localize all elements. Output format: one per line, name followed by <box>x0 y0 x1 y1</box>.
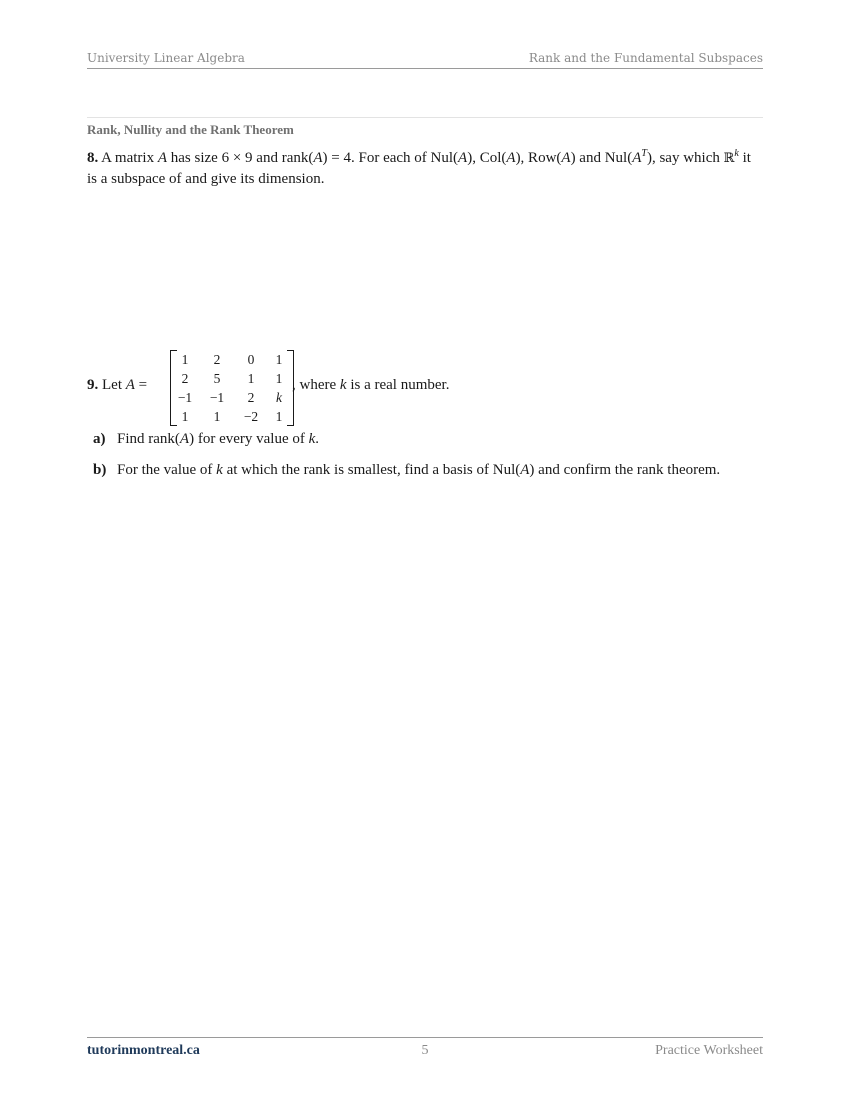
matrix-cell: 2 <box>213 352 221 367</box>
header-course-title: University Linear Algebra <box>87 51 245 65</box>
matrix-cell: 1 <box>275 352 283 367</box>
problem-9-part-b: b) For the value of k at which the rank is smallest, find a basis of Nul(A) and confirm the rank theorem. <box>93 462 721 478</box>
matrix-cell: 1 <box>181 352 189 367</box>
section-title: Rank, Nullity and the Rank Theorem <box>87 122 294 137</box>
matrix-cell: −1 <box>209 390 225 405</box>
matrix-cell: −2 <box>243 409 259 424</box>
footer-site-link[interactable]: tutorinmontreal.ca <box>87 1043 200 1058</box>
matrix-cell: 1 <box>275 371 283 386</box>
section-divider <box>87 117 763 118</box>
page-number: 5 <box>421 1043 429 1058</box>
matrix-cell: k <box>276 390 282 405</box>
problem-number: 8. <box>87 150 99 166</box>
matrix-cell: 1 <box>213 409 221 424</box>
header-chapter-title: Rank and the Fundamental Subspaces <box>528 51 763 65</box>
part-label: b) <box>93 462 107 478</box>
matrix-cell: 2 <box>247 390 255 405</box>
matrix-cell: 1 <box>247 371 255 386</box>
matrix-cell: 1 <box>275 409 283 424</box>
worksheet-page: University Linear Algebra Rank and the Fundamental Subspaces Rank, Nullity and the Rank Theorem 8. A matrix A has size 6 × 9 and rank(A) = 4. For each of Nul(A), Col(A), Row(A) and $Nul(A^T)$, say which ℝ$^k$ it is a subspace of and give its dimension. 9. Let A = 1 2 0 1 2 5 1 1 −1 −1 2 k 1 1 −2 1 , where k is a real number. a) Find rank(A) for every value of k. b) For the value of k at which the rank is smallest, find a basis of Nul(A) and confirm the rank theorem. tutorinmontreal.ca 5 Practice Worksheet <box>0 0 850 1100</box>
problem-9-part-a: a) Find rank(A) for every value of k. <box>93 431 320 447</box>
matrix-cell: 5 <box>213 371 221 386</box>
footer-worksheet-label: Practice Worksheet <box>655 1043 763 1058</box>
matrix-cell: 0 <box>247 352 255 367</box>
problem-8: 8. A matrix A has size 6 × 9 and rank(A) = 4. For each of Nul(A), Col(A), Row(A) and $Nul(A^T)$, say which ℝ$^k$ it is a subspace of and give its dimension. <box>87 148 751 187</box>
page-header <box>87 50 763 69</box>
part-label: a) <box>93 431 106 447</box>
problem-number: 9. <box>87 377 99 393</box>
matrix-cell: 1 <box>181 409 189 424</box>
page-footer <box>87 1037 763 1062</box>
matrix-cell: −1 <box>177 390 193 405</box>
matrix-cell: 2 <box>181 371 189 386</box>
